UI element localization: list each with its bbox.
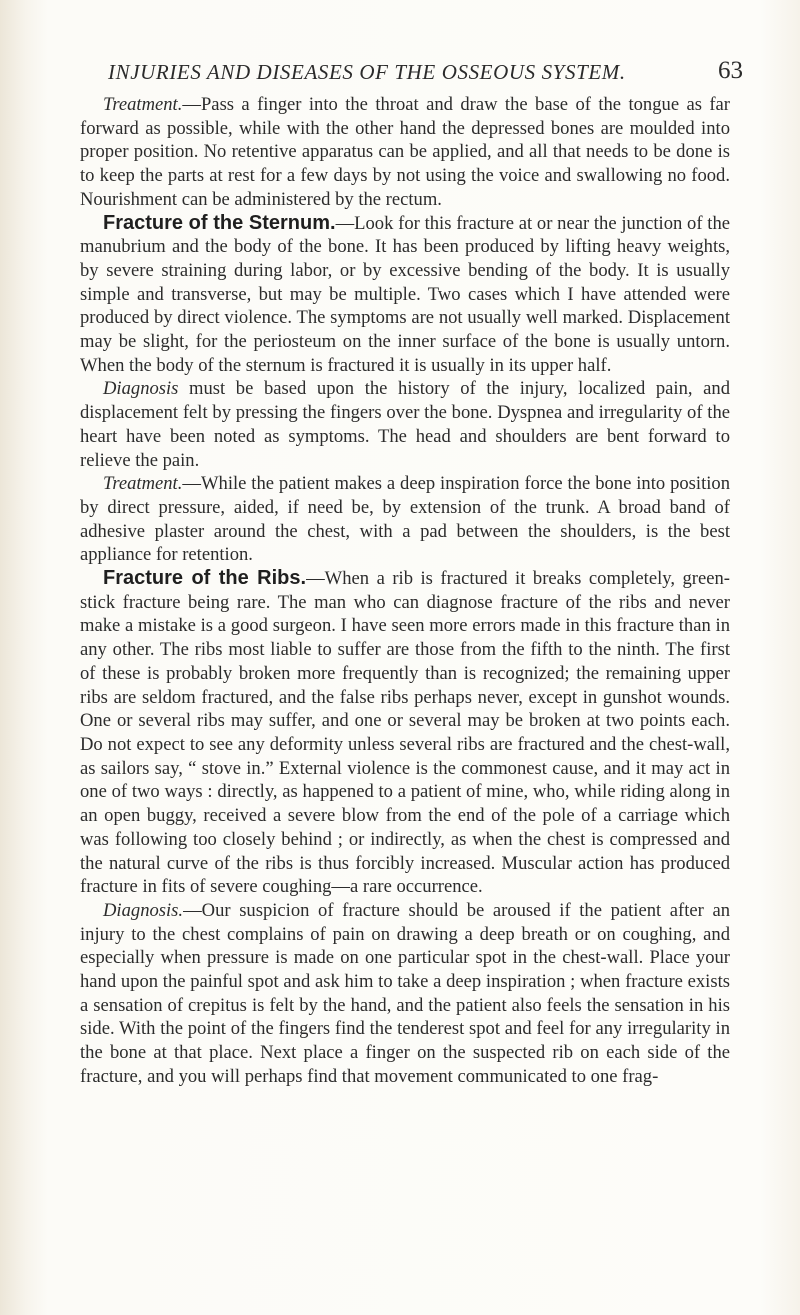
paragraph-diagnosis-ribs bbox=[80, 899, 730, 1089]
section-heading-sternum: Fracture of the Sternum. bbox=[103, 211, 336, 234]
paragraph-diagnosis-sternum bbox=[80, 377, 730, 472]
paragraph-fracture-ribs bbox=[80, 567, 730, 899]
diagnosis-lead: Diagnosis bbox=[103, 378, 179, 400]
page-header bbox=[108, 58, 748, 90]
paragraph-text: must be based upon the history of the injury, localized pain, and displacement felt by pressing the fingers over the bone. Dyspnea and irregularity of the heart have been noted as symptoms. The head and shoulders are bent forward to relieve the pain. bbox=[80, 378, 730, 471]
paragraph-text: —While the patient makes a deep inspiration force the bone into position by direct pressure, aided, if need be, by extension of the trunk. A broad band of adhesive plaster around the chest, with a pad between the shoulders, is the best appliance for retention. bbox=[80, 473, 730, 566]
running-head: INJURIES AND DISEASES OF THE OSSEOUS SYSTEM. bbox=[108, 60, 626, 84]
paragraph-text: —Look for this fracture at or near the junction of the manubrium and the body of the bone. It has been produced by lifting heavy weights, by severe straining during labor, or by excessive bending of the body. It is usually simple and transverse, but may be multiple. Two cases which I have attended were produced by direct violence. The symptoms are not usually well marked. Displacement may be slight, for the periosteum on the inner surface of the bone is usually untorn. When the body of the sternum is fractured it is usually in its upper half. bbox=[80, 212, 730, 376]
paragraph-treatment-sternum bbox=[80, 472, 730, 567]
treatment-lead: Treatment. bbox=[103, 473, 183, 495]
paragraph-fracture-sternum bbox=[80, 212, 730, 378]
treatment-lead: Treatment. bbox=[103, 94, 183, 115]
section-heading-ribs: Fracture of the Ribs. bbox=[103, 567, 307, 590]
paragraph-text: —When a rib is fractured it breaks completely, green-stick fracture being rare. The man who can diagnose fracture of the ribs and never make a mistake is a good surgeon. I have seen more errors made in this fracture than in any other. The ribs most liable to suffer are those from the fifth to the ninth. The first of these is probably broken more frequently than is recognized; the remaining upper ribs are seldom fractured, and the false ribs perhaps never, except in gunshot wounds. One or several ribs may suffer, and one or several may be broken at two points each. Do not expect to see any deformity unless several ribs are fractured and the chest-wall, as sailors say, “ stove in.” External violence is the commonest cause, and it may act in one of two ways : directly, as happened to a patient of mine, who, while riding along in an open buggy, received a severe blow from the end of the pole of a carriage which was following too closely behind ; or indirectly, as when the chest is compressed and the natural curve of the ribs is thus forcibly increased. Muscular action has produced fracture in fits of severe coughing—a rare occurrence. bbox=[80, 568, 730, 898]
page-number: 63 bbox=[718, 57, 743, 84]
diagnosis-lead: Diagnosis. bbox=[103, 899, 184, 921]
body-text bbox=[80, 93, 730, 1089]
paragraph-text: —Pass a finger into the throat and draw the base of the tongue as far forward as possible, while with the other hand the depressed bones are moulded into proper position. No retentive apparatus can be applied, and all that needs to be done is to keep the parts at rest for a few days by not using the voice and swallowing no food. Nourishment can be administered by the rectum. bbox=[80, 94, 730, 210]
paragraph-text: —Our suspicion of fracture should be aroused if the patient after an injury to the chest complains of pain on drawing a deep breath or on coughing, and especially when pressure is made on one particular spot in the chest-wall. Place your hand upon the painful spot and ask him to take a deep inspiration ; when fracture exists a sensation of crepitus is felt by the hand, and the patient also feels the sensation in his side. With the point of the fingers find the tenderest spot and feel for any irregularity in the bone at that place. Next place a finger on the suspected rib on each side of the fracture, and you will perhaps find that movement communicated to one frag- bbox=[80, 899, 730, 1087]
paragraph-treatment-tongue bbox=[80, 93, 730, 212]
